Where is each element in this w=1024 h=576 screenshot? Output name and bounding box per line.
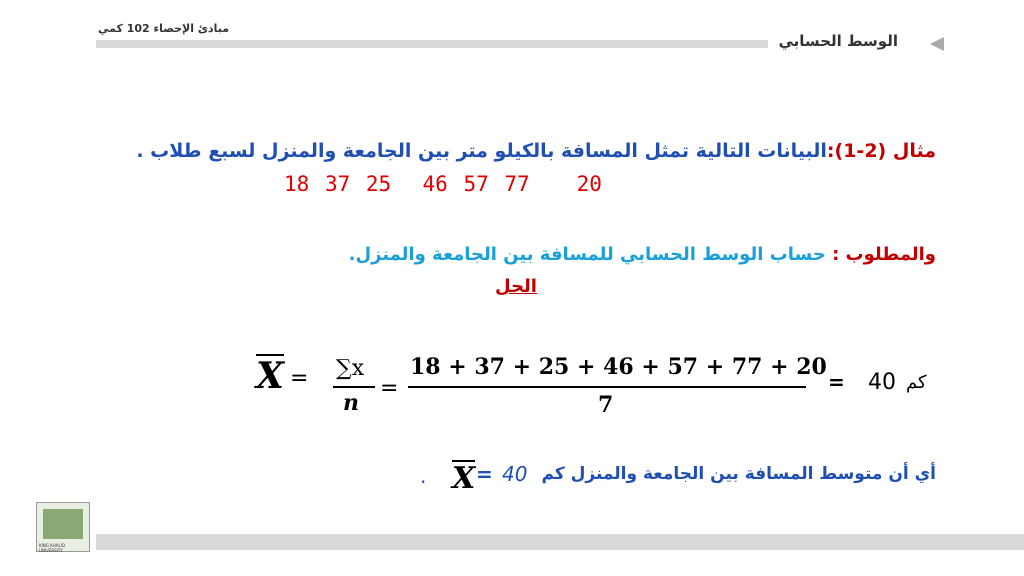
triangle-left-icon xyxy=(930,37,944,51)
requirement-text: حساب الوسط الحسابي للمسافة بين الجامعة والمنزل. xyxy=(348,244,826,265)
logo-text: KING KHALID UNIVERSITY xyxy=(39,543,66,553)
mean-symbol: X xyxy=(256,355,284,397)
conclusion-dot: . xyxy=(420,464,427,488)
equals-sign: = xyxy=(380,376,399,401)
data-values xyxy=(284,172,602,196)
data-value: 25 xyxy=(365,172,392,196)
university-logo xyxy=(36,502,90,552)
data-value: 57 xyxy=(463,172,489,196)
equals-sign: = xyxy=(290,366,309,391)
conclusion-value: 40 xyxy=(502,462,528,486)
sum-x: ∑x xyxy=(336,356,365,381)
requirement-statement xyxy=(349,244,936,265)
fraction-bar xyxy=(408,386,806,388)
example-label: مثال (2-1): xyxy=(826,140,936,162)
example-text: البيانات التالية تمثل المسافة بالكيلو متر بين الجامعة والمنزل لسبع طلاب . xyxy=(136,140,827,162)
conclusion-text: أي أن متوسط المسافة بين الجامعة والمنزل كم xyxy=(541,464,936,484)
expression-denominator: 7 xyxy=(598,392,614,418)
data-value: 77 xyxy=(504,172,530,196)
solution-heading: الحل xyxy=(495,276,537,297)
header-bar xyxy=(96,40,768,48)
sum-expression: 18 + 37 + 25 + 46 + 57 + 77 + 20 xyxy=(410,354,827,380)
data-value: 46 xyxy=(422,172,448,196)
result-unit: كم xyxy=(906,372,927,393)
data-value: 20 xyxy=(576,172,602,196)
fraction-bar xyxy=(333,386,375,388)
conclusion-equals: = xyxy=(476,462,493,486)
course-label: مبادئ الإحصاء 102 كمي xyxy=(98,22,230,35)
slide-title: الوسط الحسابي xyxy=(778,32,898,50)
example-statement xyxy=(136,140,936,162)
data-value: 37 xyxy=(324,172,351,196)
mean-symbol: X xyxy=(452,461,476,496)
requirement-label: والمطلوب : xyxy=(832,244,936,265)
data-value: 18 xyxy=(284,172,310,196)
logo-emblem xyxy=(43,509,83,539)
footer-bar xyxy=(96,534,1024,550)
result-value: 40 xyxy=(868,370,896,395)
result-equals: = xyxy=(828,370,845,394)
n-denominator: n xyxy=(343,390,359,416)
